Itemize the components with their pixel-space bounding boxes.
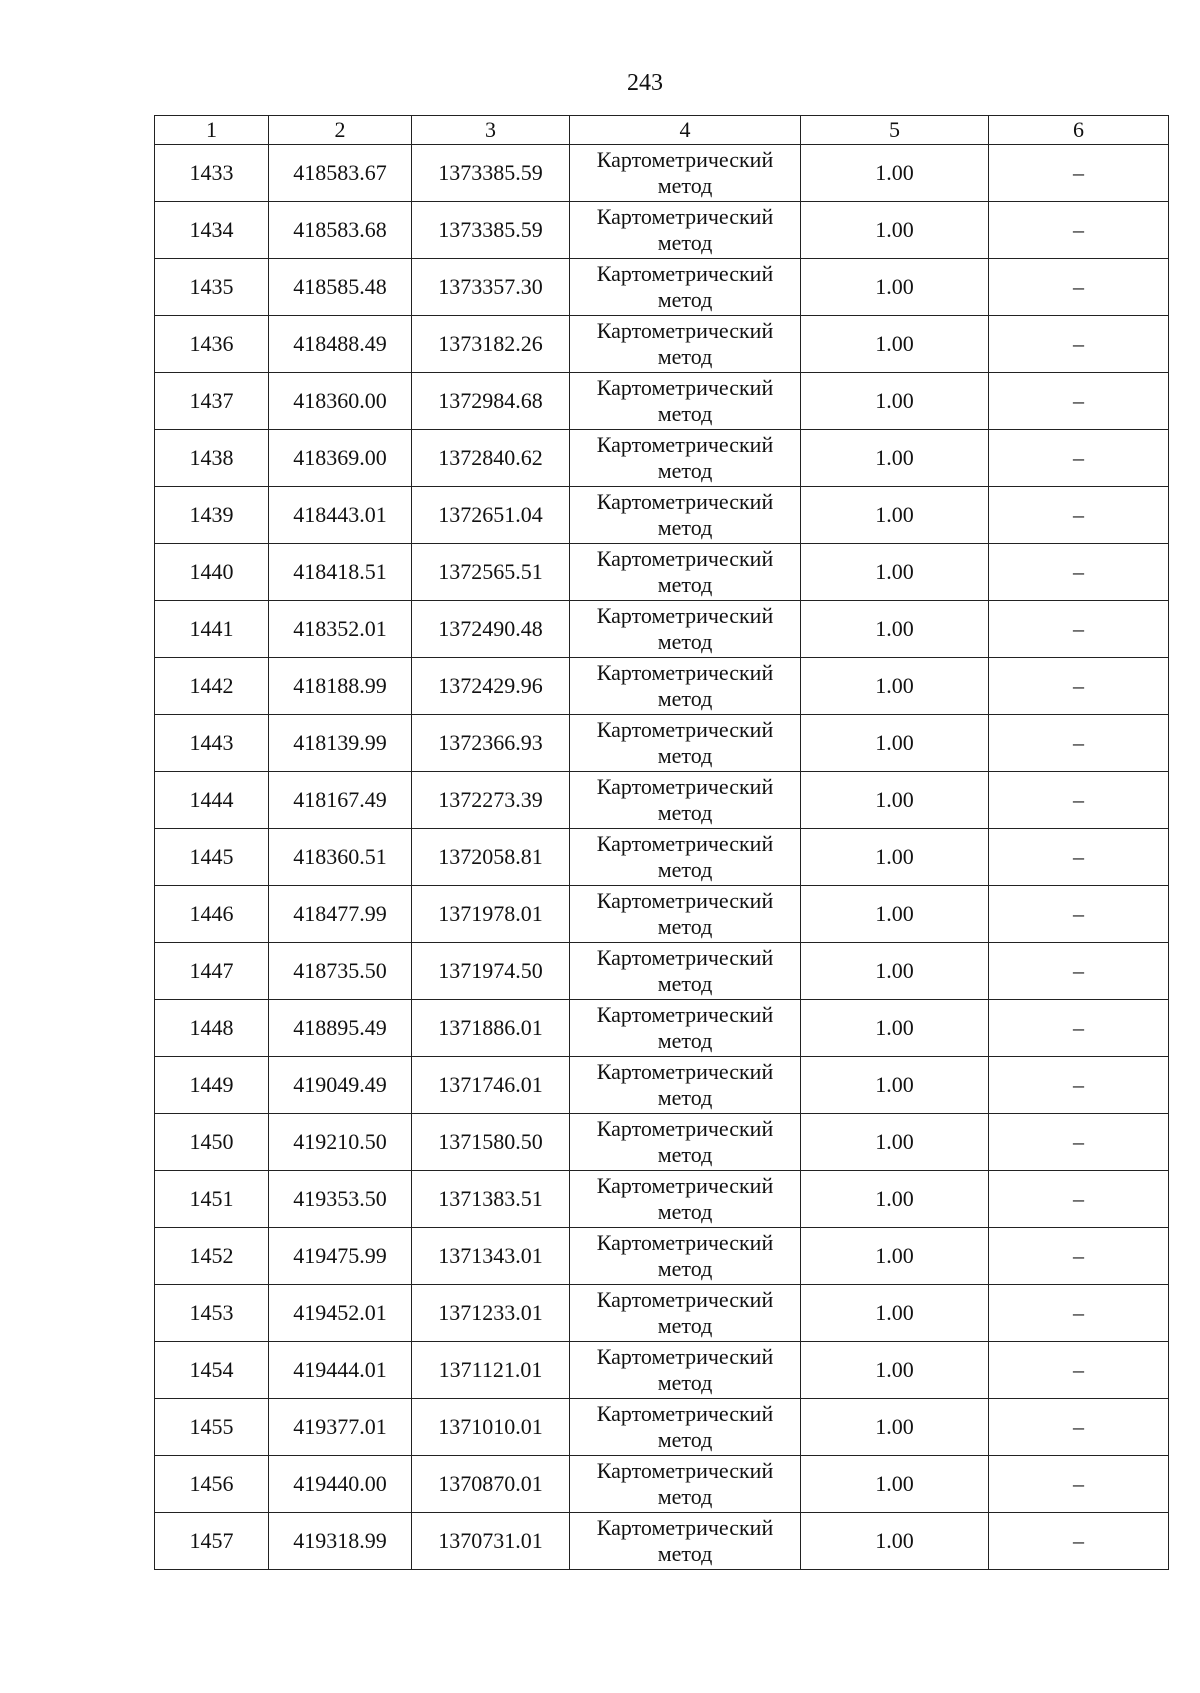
x-coordinate-cell: 418167.49 [269, 772, 412, 829]
method-line-1: Картометрический [596, 1344, 774, 1369]
method-line-1: Картометрический [596, 1515, 774, 1540]
point-number-cell: 1436 [155, 316, 269, 373]
x-coordinate-cell: 418477.99 [269, 886, 412, 943]
precision-cell: 1.00 [801, 886, 989, 943]
method-line-1: Картометрический [596, 603, 774, 628]
x-coordinate-cell: 419318.99 [269, 1513, 412, 1570]
note-cell: – [989, 1000, 1169, 1057]
x-coordinate-cell: 419452.01 [269, 1285, 412, 1342]
method-line-2: метод [657, 971, 713, 996]
method-line-2: метод [657, 344, 713, 369]
table-row [155, 715, 1169, 772]
table-row [155, 1513, 1169, 1570]
precision-cell: 1.00 [801, 1228, 989, 1285]
x-coordinate-cell: 419475.99 [269, 1228, 412, 1285]
table-row [155, 259, 1169, 316]
x-coordinate-cell: 418188.99 [269, 658, 412, 715]
method-line-2: метод [657, 230, 713, 255]
point-number-cell: 1447 [155, 943, 269, 1000]
point-number-cell: 1442 [155, 658, 269, 715]
method-cell [570, 1000, 801, 1057]
note-cell: – [989, 1456, 1169, 1513]
x-coordinate-cell: 419049.49 [269, 1057, 412, 1114]
method-line-1: Картометрический [596, 489, 774, 514]
precision-cell: 1.00 [801, 373, 989, 430]
method-line-2: метод [657, 1313, 713, 1338]
x-coordinate-cell: 418735.50 [269, 943, 412, 1000]
method-line-1: Картометрический [596, 945, 774, 970]
table-row [155, 1171, 1169, 1228]
note-cell: – [989, 1057, 1169, 1114]
method-cell [570, 772, 801, 829]
method-line-2: метод [657, 1085, 713, 1110]
method-cell [570, 1228, 801, 1285]
x-coordinate-cell: 419210.50 [269, 1114, 412, 1171]
table-row [155, 1057, 1169, 1114]
point-number-cell: 1437 [155, 373, 269, 430]
method-line-2: метод [657, 914, 713, 939]
y-coordinate-cell: 1373385.59 [412, 145, 570, 202]
note-cell: – [989, 1114, 1169, 1171]
method-line-1: Картометрический [596, 375, 774, 400]
x-coordinate-cell: 418418.51 [269, 544, 412, 601]
x-coordinate-cell: 418895.49 [269, 1000, 412, 1057]
method-line-1: Картометрический [596, 888, 774, 913]
table-row [155, 886, 1169, 943]
method-line-1: Картометрический [596, 318, 774, 343]
method-cell [570, 487, 801, 544]
y-coordinate-cell: 1372565.51 [412, 544, 570, 601]
point-number-cell: 1434 [155, 202, 269, 259]
precision-cell: 1.00 [801, 1399, 989, 1456]
x-coordinate-cell: 418583.68 [269, 202, 412, 259]
point-number-cell: 1445 [155, 829, 269, 886]
y-coordinate-cell: 1370731.01 [412, 1513, 570, 1570]
note-cell: – [989, 772, 1169, 829]
note-cell: – [989, 1399, 1169, 1456]
note-cell: – [989, 373, 1169, 430]
table-row [155, 1456, 1169, 1513]
page-number: 243 [627, 70, 663, 96]
table-row [155, 601, 1169, 658]
x-coordinate-cell: 419440.00 [269, 1456, 412, 1513]
precision-cell: 1.00 [801, 430, 989, 487]
precision-cell: 1.00 [801, 544, 989, 601]
table-row [155, 316, 1169, 373]
note-cell: – [989, 715, 1169, 772]
method-line-2: метод [657, 458, 713, 483]
method-cell [570, 1513, 801, 1570]
method-line-2: метод [657, 1541, 713, 1566]
y-coordinate-cell: 1371746.01 [412, 1057, 570, 1114]
note-cell: – [989, 1228, 1169, 1285]
table-row [155, 772, 1169, 829]
note-cell: – [989, 601, 1169, 658]
method-line-1: Картометрический [596, 1002, 774, 1027]
method-cell [570, 1342, 801, 1399]
y-coordinate-cell: 1373357.30 [412, 259, 570, 316]
method-cell [570, 601, 801, 658]
method-line-1: Картометрический [596, 1116, 774, 1141]
x-coordinate-cell: 418360.51 [269, 829, 412, 886]
method-cell [570, 1057, 801, 1114]
precision-cell: 1.00 [801, 316, 989, 373]
y-coordinate-cell: 1371886.01 [412, 1000, 570, 1057]
precision-cell: 1.00 [801, 1171, 989, 1228]
method-cell [570, 1285, 801, 1342]
method-cell [570, 1114, 801, 1171]
y-coordinate-cell: 1370870.01 [412, 1456, 570, 1513]
method-line-2: метод [657, 1028, 713, 1053]
y-coordinate-cell: 1372058.81 [412, 829, 570, 886]
table-row [155, 943, 1169, 1000]
point-number-cell: 1441 [155, 601, 269, 658]
x-coordinate-cell: 419444.01 [269, 1342, 412, 1399]
method-line-2: метод [657, 743, 713, 768]
method-cell [570, 544, 801, 601]
y-coordinate-cell: 1372490.48 [412, 601, 570, 658]
column-header-3: 3 [412, 116, 570, 145]
method-cell [570, 145, 801, 202]
method-line-2: метод [657, 1256, 713, 1281]
method-line-2: метод [657, 686, 713, 711]
method-line-2: метод [657, 173, 713, 198]
x-coordinate-cell: 418583.67 [269, 145, 412, 202]
point-number-cell: 1438 [155, 430, 269, 487]
method-line-2: метод [657, 1142, 713, 1167]
y-coordinate-cell: 1371383.51 [412, 1171, 570, 1228]
x-coordinate-cell: 418488.49 [269, 316, 412, 373]
method-cell [570, 886, 801, 943]
coordinates-table [154, 115, 1169, 1570]
method-line-2: метод [657, 1484, 713, 1509]
method-line-1: Картометрический [596, 546, 774, 571]
table-row [155, 487, 1169, 544]
method-line-1: Картометрический [596, 1401, 774, 1426]
y-coordinate-cell: 1371978.01 [412, 886, 570, 943]
point-number-cell: 1456 [155, 1456, 269, 1513]
note-cell: – [989, 430, 1169, 487]
point-number-cell: 1435 [155, 259, 269, 316]
table-row [155, 1114, 1169, 1171]
precision-cell: 1.00 [801, 145, 989, 202]
method-line-2: метод [657, 1199, 713, 1224]
note-cell: – [989, 943, 1169, 1000]
y-coordinate-cell: 1372366.93 [412, 715, 570, 772]
precision-cell: 1.00 [801, 1456, 989, 1513]
note-cell: – [989, 1513, 1169, 1570]
note-cell: – [989, 658, 1169, 715]
y-coordinate-cell: 1372273.39 [412, 772, 570, 829]
y-coordinate-cell: 1372429.96 [412, 658, 570, 715]
table-row [155, 202, 1169, 259]
y-coordinate-cell: 1371974.50 [412, 943, 570, 1000]
column-header-2: 2 [269, 116, 412, 145]
method-line-1: Картометрический [596, 717, 774, 742]
precision-cell: 1.00 [801, 1000, 989, 1057]
precision-cell: 1.00 [801, 1342, 989, 1399]
table-row [155, 1228, 1169, 1285]
y-coordinate-cell: 1373385.59 [412, 202, 570, 259]
point-number-cell: 1443 [155, 715, 269, 772]
point-number-cell: 1451 [155, 1171, 269, 1228]
method-cell [570, 202, 801, 259]
header-row [155, 116, 1169, 145]
note-cell: – [989, 316, 1169, 373]
note-cell: – [989, 886, 1169, 943]
precision-cell: 1.00 [801, 601, 989, 658]
method-cell [570, 829, 801, 886]
point-number-cell: 1446 [155, 886, 269, 943]
method-line-2: метод [657, 572, 713, 597]
method-cell [570, 1171, 801, 1228]
method-cell [570, 1456, 801, 1513]
y-coordinate-cell: 1373182.26 [412, 316, 570, 373]
table-row [155, 829, 1169, 886]
y-coordinate-cell: 1371010.01 [412, 1399, 570, 1456]
method-line-2: метод [657, 857, 713, 882]
y-coordinate-cell: 1371343.01 [412, 1228, 570, 1285]
point-number-cell: 1433 [155, 145, 269, 202]
method-line-1: Картометрический [596, 831, 774, 856]
note-cell: – [989, 487, 1169, 544]
method-line-1: Картометрический [596, 261, 774, 286]
x-coordinate-cell: 418369.00 [269, 430, 412, 487]
note-cell: – [989, 202, 1169, 259]
point-number-cell: 1452 [155, 1228, 269, 1285]
method-line-2: метод [657, 515, 713, 540]
method-cell [570, 715, 801, 772]
note-cell: – [989, 1342, 1169, 1399]
point-number-cell: 1453 [155, 1285, 269, 1342]
x-coordinate-cell: 419353.50 [269, 1171, 412, 1228]
precision-cell: 1.00 [801, 487, 989, 544]
note-cell: – [989, 544, 1169, 601]
method-cell [570, 658, 801, 715]
method-line-1: Картометрический [596, 1230, 774, 1255]
method-line-2: метод [657, 1427, 713, 1452]
x-coordinate-cell: 418352.01 [269, 601, 412, 658]
table-body [155, 145, 1169, 1570]
precision-cell: 1.00 [801, 1513, 989, 1570]
column-header-5: 5 [801, 116, 989, 145]
column-header-1: 1 [155, 116, 269, 145]
note-cell: – [989, 1171, 1169, 1228]
method-cell [570, 373, 801, 430]
method-line-2: метод [657, 401, 713, 426]
y-coordinate-cell: 1372840.62 [412, 430, 570, 487]
point-number-cell: 1439 [155, 487, 269, 544]
point-number-cell: 1448 [155, 1000, 269, 1057]
point-number-cell: 1449 [155, 1057, 269, 1114]
precision-cell: 1.00 [801, 1057, 989, 1114]
table-row [155, 1342, 1169, 1399]
method-line-1: Картометрический [596, 147, 774, 172]
method-line-1: Картометрический [596, 1458, 774, 1483]
column-header-6: 6 [989, 116, 1169, 145]
x-coordinate-cell: 418443.01 [269, 487, 412, 544]
point-number-cell: 1455 [155, 1399, 269, 1456]
precision-cell: 1.00 [801, 259, 989, 316]
method-line-1: Картометрический [596, 660, 774, 685]
precision-cell: 1.00 [801, 1285, 989, 1342]
precision-cell: 1.00 [801, 1114, 989, 1171]
table-row [155, 145, 1169, 202]
table-row [155, 1000, 1169, 1057]
point-number-cell: 1454 [155, 1342, 269, 1399]
precision-cell: 1.00 [801, 715, 989, 772]
y-coordinate-cell: 1371121.01 [412, 1342, 570, 1399]
method-line-2: метод [657, 800, 713, 825]
method-line-1: Картометрический [596, 774, 774, 799]
method-cell [570, 1399, 801, 1456]
method-cell [570, 430, 801, 487]
note-cell: – [989, 259, 1169, 316]
point-number-cell: 1444 [155, 772, 269, 829]
method-line-1: Картометрический [596, 432, 774, 457]
method-line-1: Картометрический [596, 1059, 774, 1084]
point-number-cell: 1450 [155, 1114, 269, 1171]
note-cell: – [989, 829, 1169, 886]
x-coordinate-cell: 418585.48 [269, 259, 412, 316]
method-line-2: метод [657, 629, 713, 654]
table-row [155, 430, 1169, 487]
precision-cell: 1.00 [801, 658, 989, 715]
x-coordinate-cell: 418360.00 [269, 373, 412, 430]
y-coordinate-cell: 1371233.01 [412, 1285, 570, 1342]
method-line-2: метод [657, 1370, 713, 1395]
table-row [155, 373, 1169, 430]
precision-cell: 1.00 [801, 772, 989, 829]
table-row [155, 1285, 1169, 1342]
method-line-1: Картометрический [596, 1287, 774, 1312]
method-cell [570, 259, 801, 316]
method-cell [570, 943, 801, 1000]
point-number-cell: 1457 [155, 1513, 269, 1570]
precision-cell: 1.00 [801, 829, 989, 886]
point-number-cell: 1440 [155, 544, 269, 601]
table-row [155, 1399, 1169, 1456]
method-cell [570, 316, 801, 373]
y-coordinate-cell: 1372651.04 [412, 487, 570, 544]
note-cell: – [989, 1285, 1169, 1342]
method-line-1: Картометрический [596, 1173, 774, 1198]
precision-cell: 1.00 [801, 202, 989, 259]
x-coordinate-cell: 419377.01 [269, 1399, 412, 1456]
table-row [155, 544, 1169, 601]
precision-cell: 1.00 [801, 943, 989, 1000]
y-coordinate-cell: 1372984.68 [412, 373, 570, 430]
note-cell: – [989, 145, 1169, 202]
x-coordinate-cell: 418139.99 [269, 715, 412, 772]
column-header-4: 4 [570, 116, 801, 145]
method-line-1: Картометрический [596, 204, 774, 229]
y-coordinate-cell: 1371580.50 [412, 1114, 570, 1171]
table-row [155, 658, 1169, 715]
method-line-2: метод [657, 287, 713, 312]
